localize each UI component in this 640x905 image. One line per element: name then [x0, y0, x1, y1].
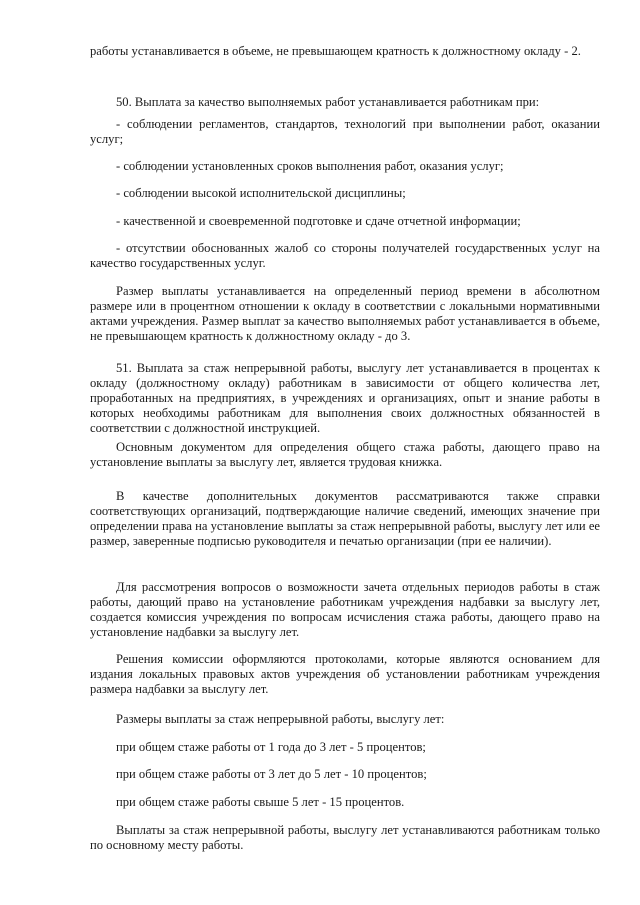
- paragraph-item-50: 50. Выплата за качество выполняемых работ устанавливается работникам при:: [116, 95, 540, 109]
- list-item: при общем стаже работы от 3 лет до 5 лет - 10 процентов;: [116, 767, 427, 781]
- list-item: - соблюдении высокой исполнительской дисциплины;: [116, 186, 406, 200]
- paragraph: Размер выплаты устанавливается на определенный период времени в абсолютном размере или в процентном отношении к окладу в соответствии с локальными нормативными актами учреждения. Размер выплат за качество выполняемых работ устанавливается в объеме, не превышающем кратность к должностному окладу - до 3.: [90, 284, 600, 343]
- list-item: - соблюдении регламентов, стандартов, технологий при выполнении работ, оказании услуг;: [90, 117, 600, 146]
- paragraph-continuation: работы устанавливается в объеме, не превышающем кратность к должностному окладу - 2.: [90, 44, 581, 58]
- paragraph: Для рассмотрения вопросов о возможности зачета отдельных периодов работы в стаж работы, дающий право на установление работникам учреждения надбавки за выслугу лет, создается комиссия учреждения по вопросам исчисления стажа работы, дающего право на установление надбавки за выслугу лет.: [90, 580, 600, 639]
- paragraph: В качестве дополнительных документов рассматриваются также справки соответствующих организаций, подтверждающие наличие сведений, имеющих значение при определении права на установление выплаты за стаж непрерывной работы, выслугу лет или ее размер, заверенные подписью руководителя и печатью организации (при ее наличии).: [90, 489, 600, 548]
- list-item: - отсутствии обоснованных жалоб со стороны получателей государственных услуг на качество государственных услуг.: [90, 241, 600, 270]
- list-item: - соблюдении установленных сроков выполнения работ, оказания услуг;: [116, 159, 504, 173]
- list-item: - качественной и своевременной подготовке и сдаче отчетной информации;: [116, 214, 521, 228]
- paragraph: Выплаты за стаж непрерывной работы, выслугу лет устанавливаются работникам только по основному месту работы.: [90, 823, 600, 852]
- paragraph: Размеры выплаты за стаж непрерывной работы, выслугу лет:: [116, 712, 445, 726]
- list-item: при общем стаже работы свыше 5 лет - 15 процентов.: [116, 795, 405, 809]
- list-item: при общем стаже работы от 1 года до 3 лет - 5 процентов;: [116, 740, 426, 754]
- paragraph: Основным документом для определения общего стажа работы, дающего право на установление выплаты за выслугу лет, является трудовая книжка.: [90, 440, 600, 469]
- paragraph-item-51: 51. Выплата за стаж непрерывной работы, выслугу лет устанавливается в процентах к окладу (должностному окладу) работникам в зависимости от общего количества лет, проработанных на предприятиях, в учреждениях и организациях, опыт и знание работы в которых необходимы работникам для выполнения своих должностных обязанностей в соответствии с должностной инструкцией.: [90, 361, 600, 435]
- paragraph: Решения комиссии оформляются протоколами, которые являются основанием для издания локальных правовых актов учреждения об установлении работникам учреждения размера надбавки за выслугу лет.: [90, 652, 600, 696]
